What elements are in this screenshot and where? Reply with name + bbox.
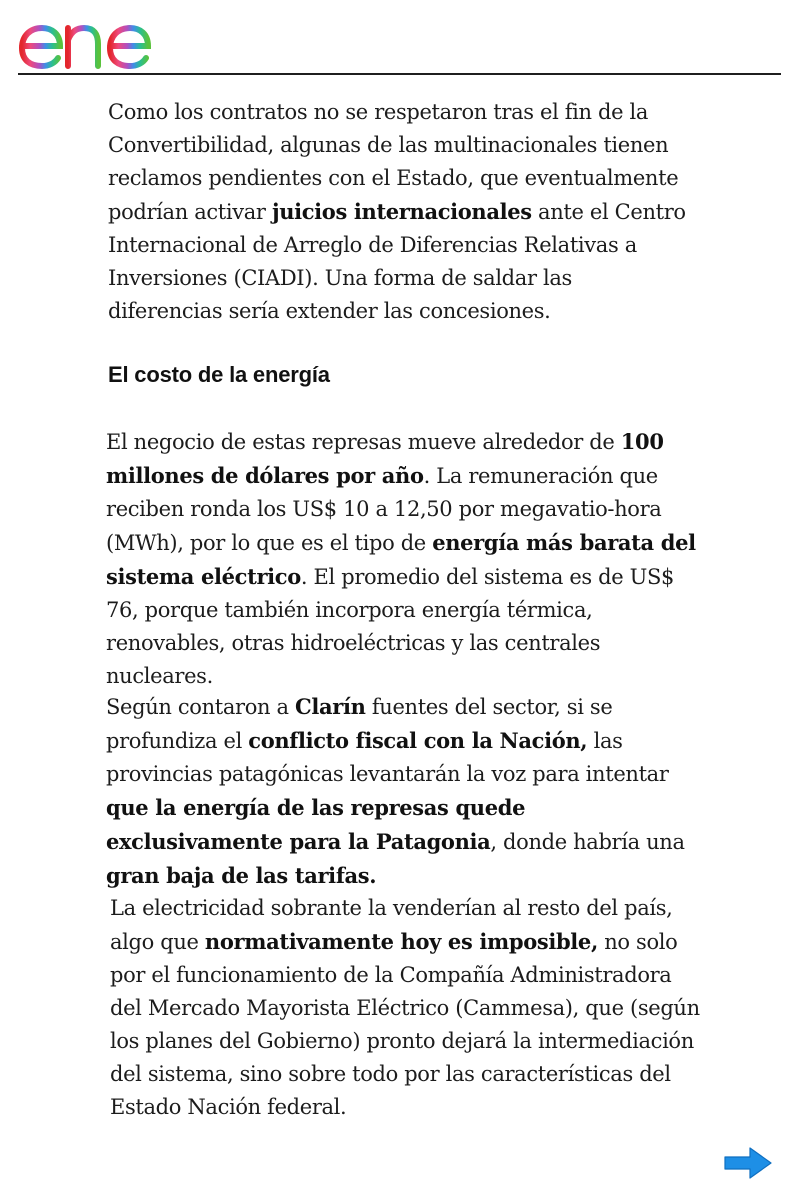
text-run: . La remuneración que reciben ronda los US$ 10 a 12,50 por megavatio-hora (MWh), por lo que es el tipo de (106, 464, 662, 555)
text-run: La electricidad sobrante la venderían al resto del país, algo que (110, 896, 673, 954)
text-run: Como los contratos no se respetaron tras el fin de la Convertibilidad, algunas de las multinacionales tienen reclamos pendientes con el Estado, que eventualmente podrían activar (108, 100, 679, 224)
text-run: El negocio de estas represas mueve alrededor de (106, 430, 621, 454)
bold-text: Clarín (295, 694, 366, 719)
paragraph-patagonia (106, 690, 708, 893)
paragraph-energy-cost (106, 425, 711, 693)
text-run: no solo por el funcionamiento de la Compañía Administradora del Mercado Mayorista Eléctrico (Cammesa), que (según los planes del Gobierno) pronto dejará la intermediación del sistema, sino sobre todo por las características del Estado Nación federal. (110, 930, 700, 1119)
header-divider (18, 73, 781, 75)
paragraph-surplus-electricity (110, 892, 700, 1124)
bold-text: energía más barata del sistema eléctrico (106, 530, 696, 589)
arrow-right-icon[interactable] (722, 1145, 774, 1181)
paragraph-concessions (108, 96, 688, 328)
text-run: fuentes del sector, si se profundiza el (106, 695, 613, 753)
bold-text: juicios internacionales (271, 199, 532, 224)
text-run: Según contaron a (106, 695, 295, 719)
section-heading: El costo de la energía (108, 362, 330, 387)
text-run: , donde habría una (490, 830, 685, 854)
bold-text: conflicto fiscal con la Nación, (248, 728, 588, 753)
text-run: las provincias patagónicas levantarán la voz para intentar (106, 729, 669, 786)
bold-text: que la energía de las represas quede exclusivamente para la Patagonia (106, 795, 526, 854)
bold-text: gran baja de las tarifas. (106, 863, 377, 888)
header (0, 0, 800, 76)
text-run: ante el Centro Internacional de Arreglo de Diferencias Relativas a Inversiones (CIADI). Una forma de saldar las diferencias sería extender las concesiones. (108, 200, 686, 323)
enel-logo (16, 8, 180, 70)
bold-text: 100 millones de dólares por año (106, 429, 664, 488)
text-run: . El promedio del sistema es de US$ 76, porque también incorpora energía térmica, renovables, otras hidroeléctricas y las centrales nucleares. (106, 565, 675, 688)
bold-text: normativamente hoy es imposible, (204, 929, 598, 954)
